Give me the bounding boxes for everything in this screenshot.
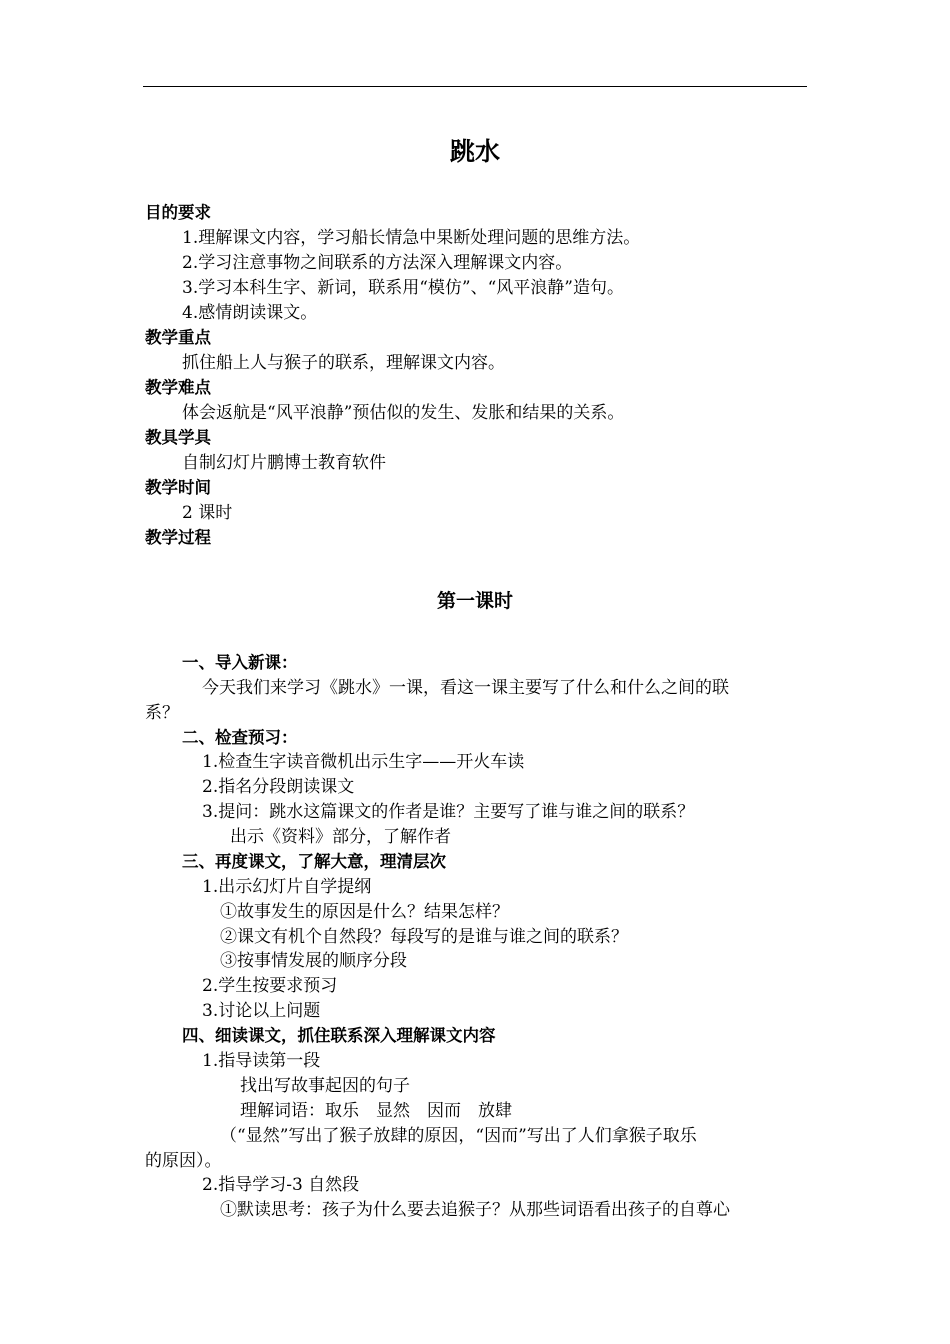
time-heading: 教学时间 xyxy=(145,478,211,497)
key-point-heading: 教学重点 xyxy=(145,328,211,347)
objectives-heading: 目的要求 xyxy=(145,203,211,222)
tools-text: 自制幻灯片鹏博士教育软件 xyxy=(182,453,386,473)
section-three-item: 1.出示幻灯片自学提纲 xyxy=(202,877,372,897)
objective-item: 4.感情朗读课文。 xyxy=(182,303,318,323)
objective-item: 3.学习本科生字、新词，联系用“模仿”、“风平浪静”造句。 xyxy=(182,278,624,298)
section-two-item: 1.检查生字读音微机出示生字——开火车读 xyxy=(202,752,525,772)
section-two-note: 出示《资料》部分，了解作者 xyxy=(230,827,451,847)
section-two-item: 2.指名分段朗读课文 xyxy=(202,777,355,797)
section-four-note-cont: 的原因）。 xyxy=(145,1151,222,1171)
section-one-text-cont: 系？ xyxy=(145,703,179,723)
section-three-subitem: ③按事情发展的顺序分段 xyxy=(220,951,407,971)
section-three-subitem: ①故事发生的原因是什么？结果怎样？ xyxy=(220,902,509,922)
header-rule xyxy=(143,86,807,87)
section-three-item: 3.讨论以上问题 xyxy=(202,1001,321,1021)
difficulty-text: 体会返航是“风平浪静”预估似的发生、发胀和结果的关系。 xyxy=(182,403,625,423)
time-text: 2 课时 xyxy=(182,503,233,523)
key-point-text: 抓住船上人与猴子的联系，理解课文内容。 xyxy=(182,353,505,373)
section-four-heading: 四、细读课文，抓住联系深入理解课文内容 xyxy=(182,1026,496,1045)
section-four-subitem: 找出写故事起因的句子 xyxy=(240,1076,410,1096)
lesson-one-title: 第一课时 xyxy=(436,590,513,612)
objective-item: 2.学习注意事物之间联系的方法深入理解课文内容。 xyxy=(182,253,573,273)
section-four-subitem: 理解词语：取乐 显然 因而 放肆 xyxy=(240,1101,512,1121)
process-heading: 教学过程 xyxy=(145,528,211,547)
section-three-heading: 三、再度课文，了解大意，理清层次 xyxy=(182,852,446,871)
document-title: 跳水 xyxy=(449,137,500,166)
section-one-text: 今天我们来学习《跳水》一课，看这一课主要写了什么和什么之间的联 xyxy=(202,678,729,698)
section-four-subitem: ①默读思考：孩子为什么要去追猴子？从那些词语看出孩子的自尊心 xyxy=(220,1200,730,1220)
difficulty-heading: 教学难点 xyxy=(145,378,211,397)
section-four-item: 1.指导读第一段 xyxy=(202,1051,321,1071)
section-one-heading: 一、导入新课： xyxy=(182,653,298,672)
tools-heading: 教具学具 xyxy=(145,428,211,447)
section-three-item: 2.学生按要求预习 xyxy=(202,976,338,996)
section-two-heading: 二、检查预习： xyxy=(182,728,298,747)
objective-item: 1.理解课文内容，学习船长情急中果断处理问题的思维方法。 xyxy=(182,228,641,248)
section-three-subitem: ②课文有机个自然段？每段写的是谁与谁之间的联系？ xyxy=(220,927,628,947)
section-two-item: 3.提问：跳水这篇课文的作者是谁？主要写了谁与谁之间的联系？ xyxy=(202,802,695,822)
section-four-note: （“显然”写出了猴子放肆的原因，“因而”写出了人们拿猴子取乐 xyxy=(220,1126,697,1146)
section-four-item: 2.指导学习-3 自然段 xyxy=(202,1175,360,1195)
